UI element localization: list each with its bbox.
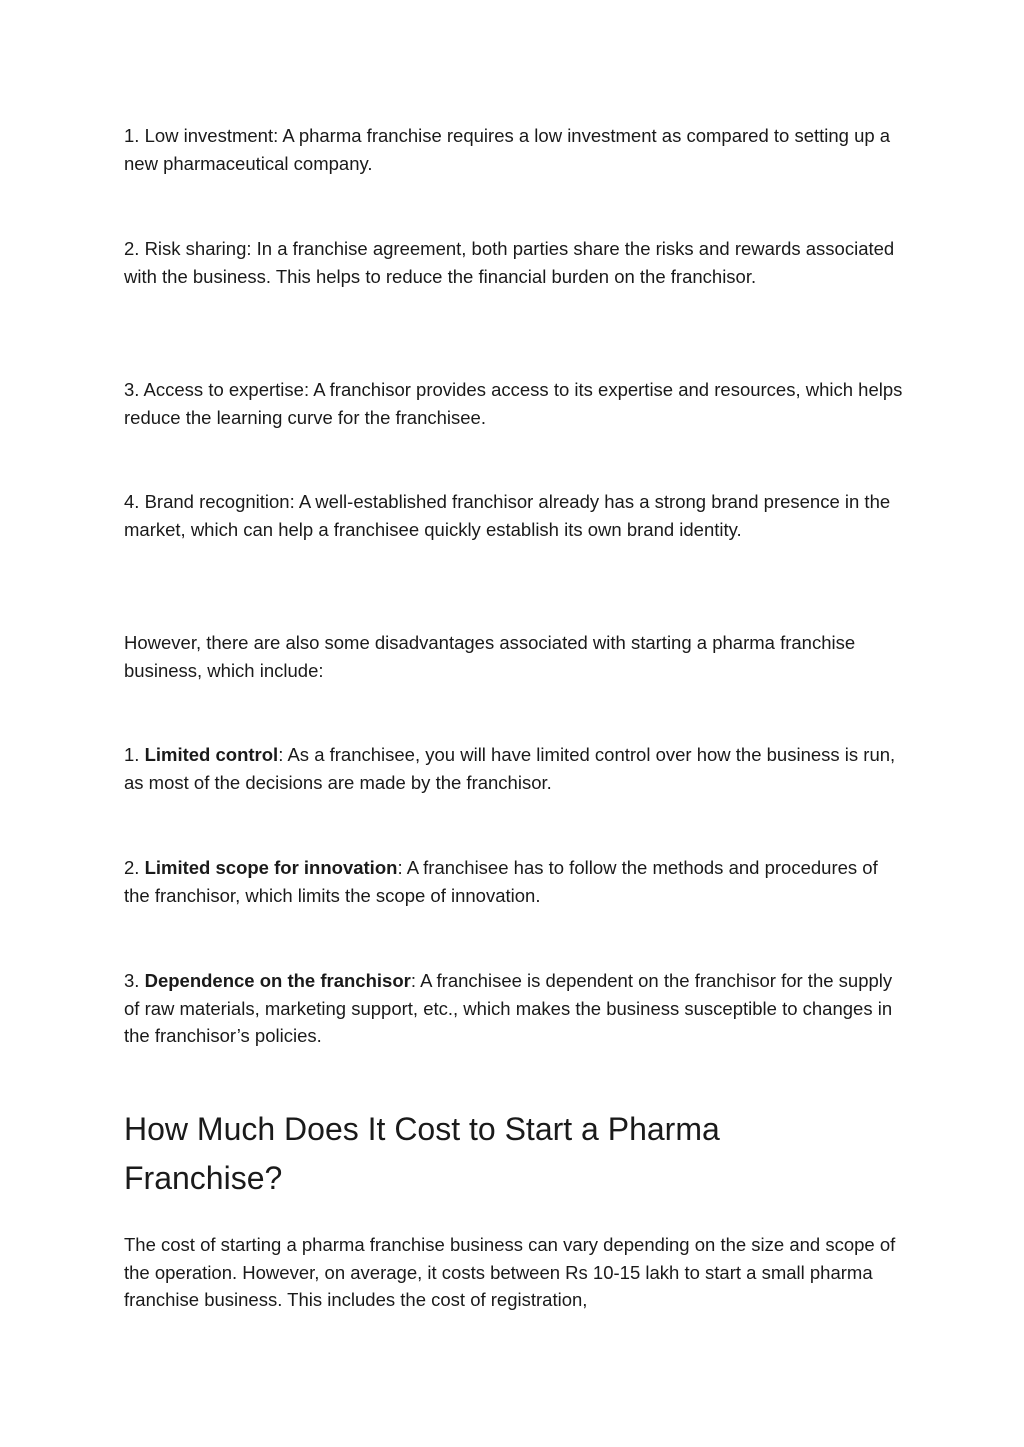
disadvantage-paragraph-1: [124, 741, 904, 796]
cost-section-heading: How Much Does It Cost to Start a Pharma Franchise?: [124, 1111, 720, 1196]
advantage-paragraph-1: 1. Low investment: A pharma franchise requires a low investment as compared to setting up a new pharmaceutical company.: [124, 125, 891, 174]
disadvantage-paragraph-2: [124, 854, 904, 909]
disadvantages-intro-paragraph: However, there are also some disadvantages associated with starting a pharma franchise business, which include:: [124, 632, 856, 681]
disadvantage-title: Limited scope for innovation: [144, 857, 398, 878]
disadvantage-number: 1.: [124, 744, 145, 765]
advantage-paragraph-3: 3. Access to expertise: A franchisor provides access to its expertise and resources, which helps reduce the learning curve for the franchisee.: [124, 379, 903, 428]
disadvantage-title: Limited control: [144, 744, 279, 765]
disadvantage-body: : As a franchisee, you will have limited control over how the business is run, as most of the decisions are made by the franchisor.: [124, 744, 896, 793]
cost-section-paragraph: The cost of starting a pharma franchise business can vary depending on the size and scope of the operation. However, on average, it costs between Rs 10-15 lakh to start a small pharma franchise business. This includes the cost of registration,: [124, 1234, 896, 1310]
advantage-paragraph-2: 2. Risk sharing: In a franchise agreement, both parties share the risks and rewards associated with the business. This helps to reduce the financial burden on the franchisor.: [124, 238, 895, 287]
disadvantage-body: : A franchisee is dependent on the franchisor for the supply of raw materials, marketing support, etc., which makes the business susceptible to changes in the franchisor’s policies.: [124, 970, 893, 1046]
disadvantage-body: : A franchisee has to follow the methods and procedures of the franchisor, which limits the scope of innovation.: [124, 857, 878, 906]
advantage-paragraph-4: 4. Brand recognition: A well-established franchisor already has a strong brand presence in the market, which can help a franchisee quickly establish its own brand identity.: [124, 491, 891, 540]
disadvantage-number: 2.: [124, 857, 145, 878]
disadvantage-number: 3.: [124, 970, 145, 991]
disadvantage-title: Dependence on the franchisor: [144, 970, 411, 991]
disadvantage-paragraph-3: [124, 967, 904, 1050]
